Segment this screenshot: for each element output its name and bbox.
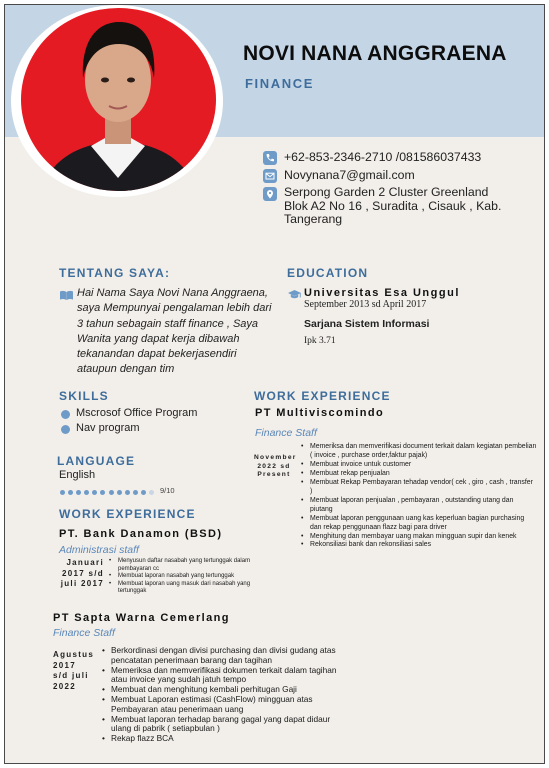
- job-date-line: November: [254, 454, 297, 461]
- address-line: Tangerang: [284, 212, 343, 226]
- language-level-dot: [76, 490, 81, 495]
- education-period: September 2013 sd April 2017: [304, 299, 427, 310]
- skill-item: Nav program: [76, 422, 140, 434]
- skill-item: Mscrosof Office Program: [76, 407, 198, 419]
- graduation-cap-icon: [287, 287, 302, 305]
- profile-photo: [21, 8, 216, 191]
- job-date-line: s/d juli: [53, 671, 89, 680]
- duty-item: • Membuat rekap penjualan: [301, 470, 537, 479]
- phone-number: +62-853-2346-2710 /081586037433: [284, 150, 482, 164]
- address-line: Serpong Garden 2 Cluster Greenland: [284, 185, 489, 199]
- language-level-dot: [149, 490, 154, 495]
- work-experience-heading-right: WORK EXPERIENCE: [254, 389, 391, 403]
- duty-item: • Berkordinasi dengan divisi purchasing dan divisi gudang atas pencatatan penerimaan barang dan tagihan: [102, 646, 352, 666]
- job-duties: [301, 443, 537, 550]
- photo-frame: [11, 5, 223, 197]
- duty-item: • Rekonsiliasi bank dan rekonsiliasi sales: [301, 541, 537, 550]
- duty-item: • Membuat laporan penggunaan uang kas keperluan bagian purchasing dan rekap penggunaan flazz bagi para driver: [301, 515, 537, 533]
- education-gpa: Ipk 3.71: [304, 336, 336, 346]
- language-score: 9/10: [160, 486, 175, 495]
- duty-item: • Menghitung dan membayar uang makan mingguan supir dan kenek: [301, 533, 537, 542]
- duty-item: • Membuat Rekap Pembayaran tehadap vendor( cek , giro , cash , transfer ): [301, 479, 537, 497]
- duty-item: • Memeriksa dan memverifikasi dokumen terkait dalam tagihan atau invoice yang sudah jatuh tempo: [102, 666, 352, 686]
- work-experience-heading-left: WORK EXPERIENCE: [59, 507, 196, 521]
- language-level-dot: [109, 490, 114, 495]
- duty-item: • Membuat laporan uang masuk dari nasabah yang tertunggak: [109, 581, 259, 596]
- language-level-dot: [92, 490, 97, 495]
- job-date-line: 2022 sd: [257, 462, 291, 470]
- job-date-line: 2022: [53, 681, 76, 691]
- about-heading: TENTANG SAYA:: [59, 266, 171, 280]
- job-date: [53, 650, 98, 692]
- duty-item: • Membuat laporan terhadap barang gagal yang dapat didaur ulang di pabrik ( setiapbulan ): [102, 715, 352, 735]
- language-level-dot: [84, 490, 89, 495]
- language-level-dot: [133, 490, 138, 495]
- language-level-dot: [100, 490, 105, 495]
- duty-item: • Membuat laporan nasabah yang tertunggak: [109, 573, 259, 581]
- email-address: Novynana7@gmail.com: [284, 168, 415, 182]
- job-duties: [109, 558, 259, 596]
- job-date-line: Present: [257, 471, 291, 479]
- language-level-dot: [60, 490, 65, 495]
- language-level-dot: [117, 490, 122, 495]
- job-duties: [102, 646, 352, 744]
- language-name: English: [59, 469, 96, 481]
- education-heading: EDUCATION: [287, 266, 369, 280]
- duty-item: • Membuat invoice untuk customer: [301, 461, 537, 470]
- book-icon: [59, 288, 74, 306]
- job-date-line: juli 2017: [60, 579, 104, 588]
- job-date-line: Agustus: [53, 650, 95, 659]
- job-company: PT Sapta Warna Cemerlang: [53, 612, 230, 624]
- language-level-dot: [141, 490, 146, 495]
- home-address: [284, 186, 501, 227]
- language-level-dot: [125, 490, 130, 495]
- cv-page: [4, 4, 545, 764]
- duty-item: • Membuat Laporan estimasi (CashFlow) mingguan atas Pembayaran atau penerimaan uang: [102, 695, 352, 715]
- job-date-line: Januari: [66, 558, 104, 567]
- location-icon: [263, 187, 277, 201]
- skill-bullet-icon: [61, 410, 70, 419]
- about-text: Hai Nama Saya Novi Nana Anggraena, saya Mempunyai pengalaman lebih dari 3 tahun sebagain staff finance , Saya Wanita yang dapat kerja dibawah tekanandan dapat bekerjasendiri ataupun dengan tim: [77, 287, 272, 376]
- duty-item: • Memeriksa dan memverifikasi document terkait dalam kegiatan pembelian ( invoice , purchase order,faktur pajak): [301, 443, 537, 461]
- job-position: Administrasi staff: [59, 544, 139, 556]
- phone-icon: [263, 151, 277, 165]
- job-date-line: 2017 s/d: [62, 568, 104, 578]
- education-degree: Sarjana Sistem Informasi: [304, 318, 430, 330]
- language-heading: LANGUAGE: [57, 454, 136, 468]
- language-level-dot: [68, 490, 73, 495]
- skill-bullet-icon: [61, 425, 70, 434]
- education-school: Universitas Esa Unggul: [304, 287, 460, 299]
- duty-item: • Menyusun daftar nasabah yang tertunggak dalam pembayaran cc: [109, 558, 259, 573]
- mail-icon: [263, 169, 277, 183]
- duty-item: • Membuat dan menghitung kembali perhitugan Gaji: [102, 685, 352, 695]
- duty-item: • Membuat laporan penjualan , pembayaran , outstanding utang dan piutang: [301, 497, 537, 515]
- candidate-name: NOVI NANA ANGGRAENA: [243, 42, 507, 65]
- job-company: PT Multiviscomindo: [255, 407, 385, 419]
- job-date-line: 2017: [53, 660, 76, 670]
- job-position: Finance Staff: [53, 627, 115, 639]
- job-date: [254, 454, 297, 480]
- job-company: PT. Bank Danamon (BSD): [59, 528, 223, 540]
- job-position: Finance Staff: [255, 427, 317, 439]
- skills-heading: SKILLS: [59, 389, 109, 403]
- language-level-meter: [60, 488, 157, 495]
- candidate-role: FINANCE: [245, 76, 314, 91]
- job-date: [59, 558, 104, 590]
- address-line: Blok A2 No 16 , Suradita , Cisauk , Kab.: [284, 198, 502, 213]
- duty-item: • Rekap flazz BCA: [102, 734, 352, 744]
